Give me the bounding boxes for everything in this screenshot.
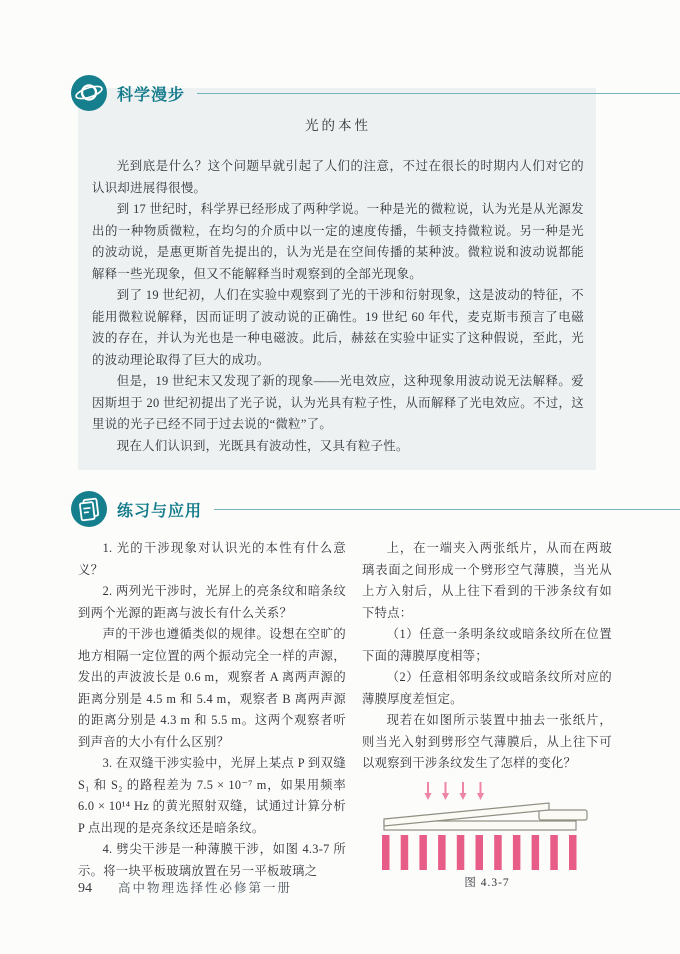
right-column <box>362 538 612 890</box>
paper-slips <box>539 810 587 820</box>
stacked-pages-icon <box>70 490 108 528</box>
question-1: 1. 光的干涉现象对认识光的本性有什么意义？ <box>78 541 346 577</box>
incident-light-arrows <box>424 782 484 800</box>
article-paragraph: 到 17 世纪时，科学界已经形成了两种学说。一种是光的微粒说，认为光是从光源发出的一种物质微粒，在均匀的介质中以一定的速度传播，牛顿支持微粒说。另一种是光的波动说，是惠更斯首先提出的，认为光是在空间传播的某种波。微粒说和波动说都能解释一些光现象，但又不能解释当时观察到的全部光现象。 <box>92 202 584 281</box>
glass-plates <box>384 803 587 830</box>
question-2: 2. 两列光干涉时，光屏上的亮条纹和暗条纹到两个光源的距离与波长有什么关系？ <box>78 584 346 620</box>
feature-point-1: （1）任意一条明条纹或暗条纹所在位置下面的薄膜厚度相等； <box>362 627 612 663</box>
exercises-header <box>70 490 680 528</box>
planet-saturn-icon <box>70 74 108 112</box>
question-4: 4. 劈尖干涉是一种薄膜干涉，如图 4.3-7 所示。将一块平板玻璃放置在另一平板玻璃之 <box>78 842 346 878</box>
left-column <box>78 538 346 890</box>
article-paragraph: 光到底是什么？这个问题早就引起了人们的注意，不过在很长的时期内人们对它的认识却进展得很慢。 <box>92 159 584 195</box>
article-paragraph: 到了 19 世纪初，人们在实验中观察到了光的干涉和衍射现象，这是波动的特征，不能用微粒说解释，因而证明了波动说的正确性。19 世纪 60 年代，麦克斯韦预言了电磁波的存在，并认为光也是一种电磁波。此后，赫兹在实验中证实了这种假说，至此，光的波动理论取得了巨大的成功。 <box>92 288 584 367</box>
header-rule <box>197 93 680 94</box>
question-3: 3. 在双缝干涉实验中，光屏上某点 P 到双缝 S₁ 和 S₂ 的路程差为 7.5 × 10⁻⁷ m，如果用频率 6.0 × 10¹⁴ Hz 的黄光照射双缝，试通过计算分析 P 点出现的是亮条纹还是暗条纹。 <box>78 756 346 835</box>
book-title: 高中物理选择性必修第一册 <box>118 881 293 895</box>
science-walk-panel <box>78 88 596 470</box>
page-number: 94 <box>78 881 92 896</box>
figure-caption: 图 4.3-7 <box>464 876 510 889</box>
exercises-columns <box>78 538 612 890</box>
header-rule <box>214 509 680 510</box>
question-4-closing: 现若在如图所示装置中抽去一张纸片，则当光入射到劈形空气薄膜后，从上往下可以观察到干涉条纹发生了怎样的变化？ <box>362 713 612 770</box>
wedge-interference-figure <box>381 781 593 890</box>
article-title: 光的本性 <box>305 118 371 133</box>
science-walk-title: 科学漫步 <box>117 86 186 104</box>
science-walk-header <box>70 74 680 112</box>
science-walk-article <box>78 88 596 457</box>
question-4-continued: 上，在一端夹入两张纸片，从而在两玻璃表面之间形成一个劈形空气薄膜，当光从上方入射后，从上往下看到的干涉条纹有如下特点： <box>362 541 612 620</box>
exercises-title: 练习与应用 <box>117 502 203 520</box>
question-2-sound-paragraph: 声的干涉也遵循类似的规律。设想在空旷的地方相隔一定位置的两个振动完全一样的声源，发出的声波波长是 0.6 m，观察者 A 离两声源的距离分别是 4.5 m 和 5.4 m，观察者 B 离两声源的距离分别是 4.3 m 和 5.5 m。这两个观察者听到声音的大小有什么区别？ <box>78 627 346 749</box>
article-paragraph: 但是，19 世纪末又发现了新的现象——光电效应，这种现象用波动说无法解释。爱因斯坦于 20 世纪初提出了光子说，认为光具有粒子性，从而解释了光电效应。不过，这里说的光子已经不同于过去说的“微粒”了。 <box>92 374 584 431</box>
article-paragraph: 现在人们认识到，光既具有波动性，又具有粒子性。 <box>116 438 409 453</box>
interference-fringes <box>382 835 577 870</box>
feature-point-2: （2）任意相邻明条纹或暗条纹所对应的薄膜厚度差恒定。 <box>362 670 612 706</box>
